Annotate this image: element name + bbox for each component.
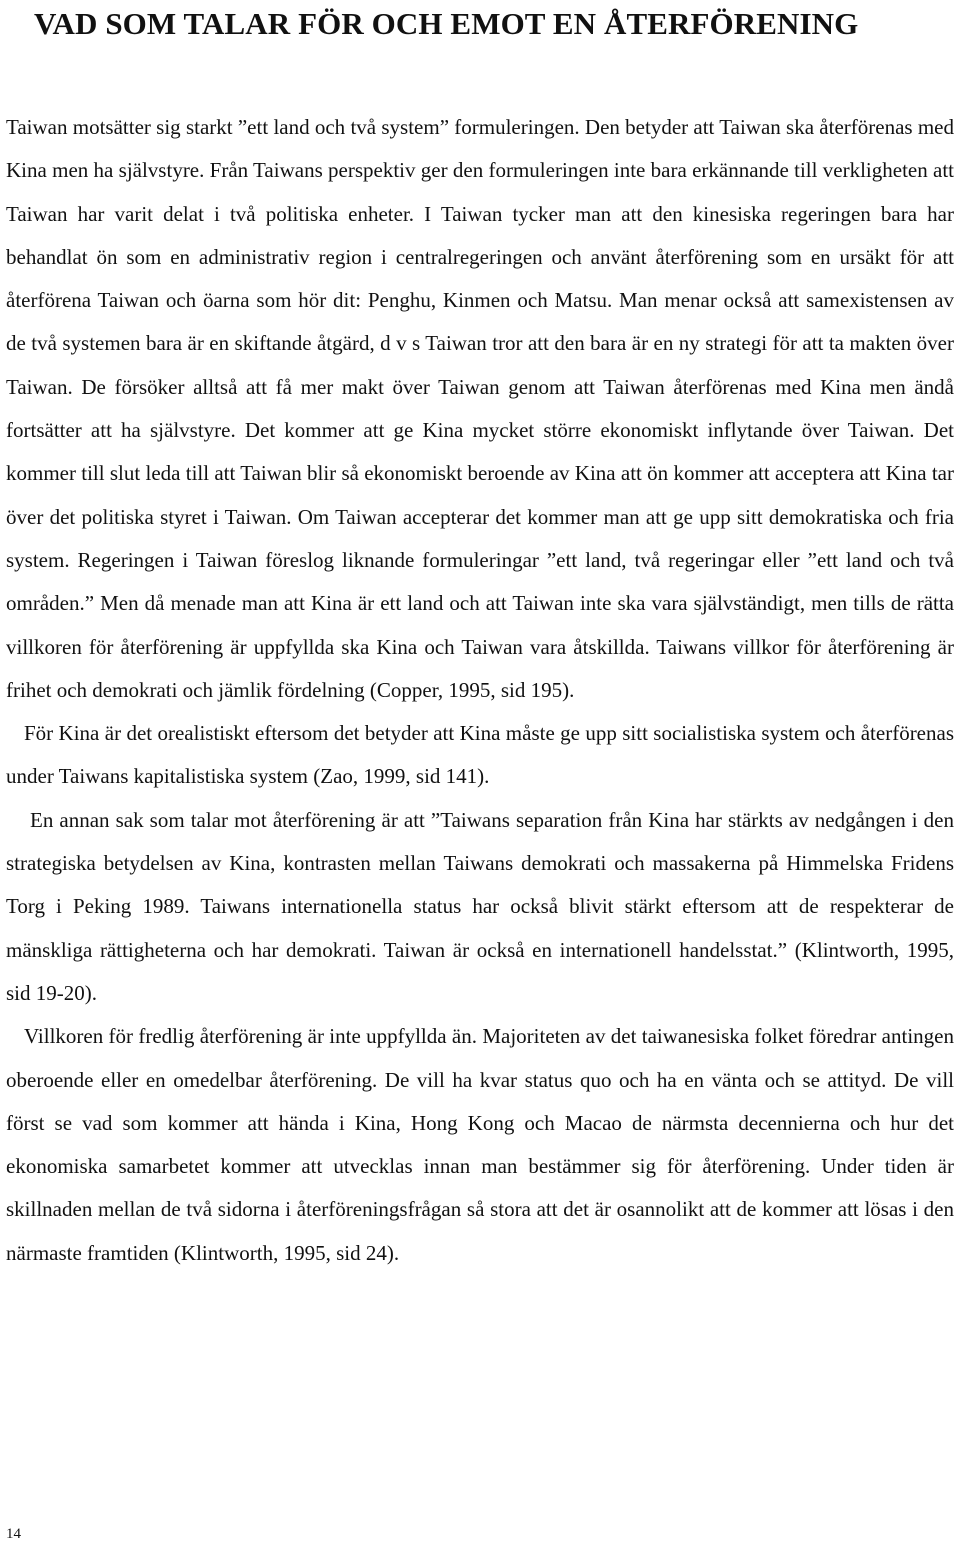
paragraph-taiwan-opposition: Taiwan motsätter sig starkt ”ett land och två system” formuleringen. Den betyder att Taiwan ska återförenas med Kina men ha självstyre. Från Taiwans perspektiv ger den formuleringen inte bara erkännande till verkligheten att Taiwan har varit delat i två politiska enheter. I Taiwan tycker man att den kinesiska regeringen bara har behandlat ön som en administrativ region i centralregeringen och använt återförening som en ursäkt för att återförena Taiwan och öarna som hör dit: Penghu, Kinmen och Matsu. Man menar också att samexistensen av de två systemen bara är en skiftande åtgärd, d v s Taiwan tror att den bara är en ny strategi för att ta makten över Taiwan. De försöker alltså att få mer makt över Taiwan genom att Taiwan återförenas med Kina men ändå fortsätter att ha självstyre. Det kommer att ge Kina mycket större ekonomiskt inflytande över Taiwan. Det kommer till slut leda till att Taiwan blir så ekonomiskt beroende av Kina att ön kommer att acceptera att Kina tar över det politiska styret i Taiwan. Om Taiwan accepterar det kommer man att ge upp sitt demokratiska och fria system. Regeringen i Taiwan föreslog liknande formuleringar ”ett land, två regeringar eller ”ett land och två områden.” Men då menade man att Kina är ett land och att Taiwan inte ska vara självständigt, men tills de rätta villkoren för återförening är uppfyllda ska Kina och Taiwan vara åtskillda. Taiwans villkor för återförening är frihet och demokrati och jämlik fördelning (Copper, 1995, sid 195). [6, 115, 954, 702]
paragraph-china-perspective: För Kina är det orealistiskt eftersom det betyder att Kina måste ge upp sitt socialistiska system och återförenas under Taiwans kapitalistiska system (Zao, 1999, sid 141). [6, 721, 954, 789]
page-heading: VAD SOM TALAR FÖR OCH EMOT EN ÅTERFÖRENING [34, 6, 859, 41]
paragraph-conditions: Villkoren för fredlig återförening är inte uppfyllda än. Majoriteten av det taiwanesiska folket föredrar antingen oberoende eller en omedelbar återförening. De vill ha kvar status quo och ha en vänta och se attityd. De vill först se vad som kommer att hända i Kina, Hong Kong och Macao de närmsta decennierna och hur det ekonomiska samarbetet kommer att utvecklas innan man bestämmer sig för återförening. Under tiden är skillnaden mellan de två sidorna i återföreningsfrågan så stora att det är osannolikt att de kommer att lösas i den närmaste framtiden (Klintworth, 1995, sid 24). [6, 1024, 954, 1265]
paragraph-arguments-against: En annan sak som talar mot återförening är att ”Taiwans separation från Kina har stärkts av nedgången i den strategiska betydelsen av Kina, kontrasten mellan Taiwans demokrati och massakerna på Himmelska Fridens Torg i Peking 1989. Taiwans internationella status har också blivit stärkt eftersom att de respekterar de mänskliga rättigheterna och har demokrati. Taiwan är också en internationell handelsstat.” (Klintworth, 1995, sid 19-20). [6, 807, 954, 1005]
page-number: 14 [6, 1526, 21, 1542]
body-text [6, 106, 954, 1275]
